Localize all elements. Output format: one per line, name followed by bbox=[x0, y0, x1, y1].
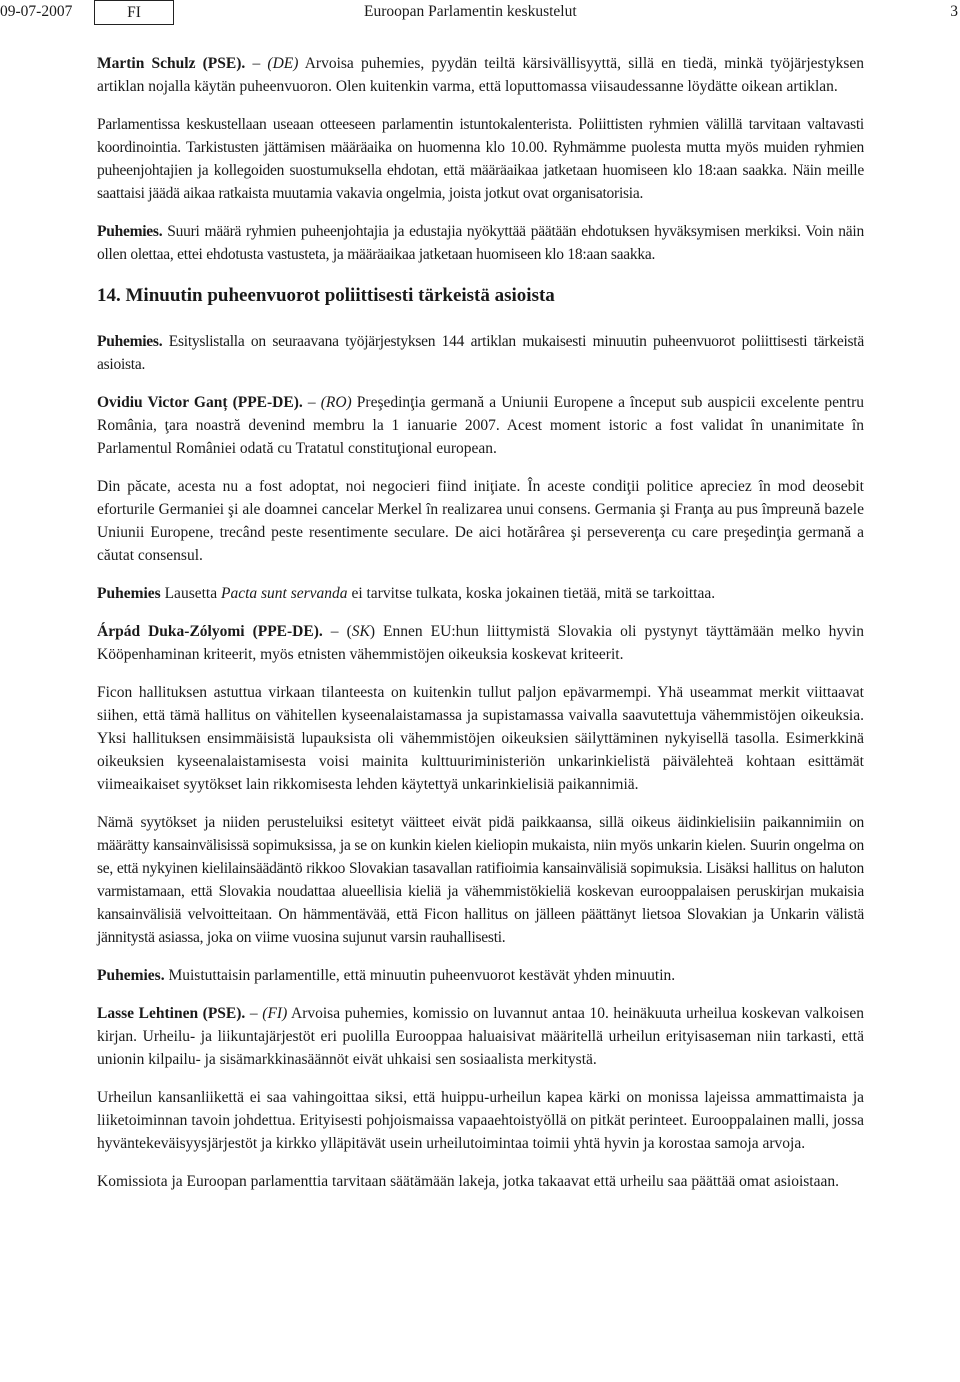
paragraph-text: Arvoisa puhemies, pyydän teiltä kärsivällisyyttä, sillä en tiedä, minkä työjärjestyksen artiklan nojalla käytän puheenvuoron. Olen kuitenkin varma, että loputtomassa viisaudessanne löydätte oikean artiklan. bbox=[97, 55, 864, 95]
paragraph-president-3 bbox=[97, 582, 864, 605]
paragraph-text: Esityslistalla on seuraavana työjärjestyksen 144 artiklan mukaisesti minuutin puheenvuorot poliittisesti tärkeistä asioista. bbox=[97, 333, 864, 373]
paragraph-duka-zolyomi bbox=[97, 620, 864, 666]
speaker-dash: – bbox=[245, 55, 268, 72]
paragraph-text: Lausetta bbox=[160, 585, 221, 602]
language-paren-open: ( bbox=[346, 623, 352, 640]
speaker-name: Puhemies bbox=[97, 585, 161, 602]
paragraph-text: Suuri määrä ryhmien puheenjohtajia ja edustajia nyökyttää päätään ehdotuksen hyväksymisen merkiksi. Voin näin ollen olettaa, ettei ehdotusta vastusteta, ja määräaikaa jatketaan huomiseen klo 18:aan saakka. bbox=[97, 223, 864, 263]
paragraph-text: Muistuttaisin parlamentille, että minuutin puheenvuorot kestävät yhden minuutin. bbox=[164, 967, 676, 984]
header-title: Euroopan Parlamentin keskustelut bbox=[364, 3, 577, 20]
paragraph-schulz-2 bbox=[97, 113, 864, 205]
paragraph-duka-zolyomi-2 bbox=[97, 681, 864, 796]
paragraph-gant bbox=[97, 391, 864, 460]
paragraph-duka-zolyomi-3 bbox=[97, 811, 864, 949]
paragraph-president-2 bbox=[97, 330, 864, 376]
paragraph-text: Nämä syytökset ja niiden perusteluiksi esitetyt väitteet eivät pidä paikkaansa, sillä oikeus äidinkielisiin paikannimiin on määrätty kansainvälisissä sopimuksissa, ja se on kunkin kielen kieliopin mukaista, niin myös unkarin kielen. Suurin ongelma on se, että nykyinen kielilainsäädäntö rikkoo Slovakian tasavallan ratifioimia kansainvälisiä sopimuksia. Lisäksi hallitus on haluton varmistamaan, että Slovakia noudattaa alueellisia kieliä ja vähemmistökieliä koskevan eurooppalaisen peruskirjan mukaisia kansainvälisiä velvoitteitaan. On hämmentävää, että Ficon hallitus on jälleen päättänyt lietsoa Slovakian ja Unkarin välistä jännitystä asiassa, joka on viime vuosina sujunut varsin rauhallisesti. bbox=[97, 814, 864, 946]
speaker-name: Ovidiu Victor Ganț (PPE-DE). bbox=[97, 394, 303, 411]
paragraph-president-4 bbox=[97, 964, 864, 987]
language-tag: (RO) bbox=[320, 394, 352, 411]
speaker-dash: – bbox=[302, 394, 321, 411]
paragraph-text: Parlamentissa keskustellaan useaan otteeseen parlamentin istuntokalenterista. Poliittisten ryhmien välillä tarvitaan valtavasti koordinointia. Tarkistusten jättämisen määräaika on huomenna klo 10.00. Ryhmämme puolesta mutta myös muiden ryhmien puheenjohtajien ja kollegoiden suostumuksella ehdotan, että määräaikaa jatketaan huomiseen klo 18:aan saakka. Näin meille saattaisi jäädä aikaa ratkaista muutamia vakavia ongelmia, joista jotkut ovat organisatorisia. bbox=[97, 116, 864, 202]
latin-phrase: Pacta sunt servanda bbox=[220, 585, 348, 602]
speaker-name: Árpád Duka-Zólyomi (PPE-DE). bbox=[97, 623, 323, 640]
document-body bbox=[97, 52, 864, 1208]
speaker-name: Puhemies. bbox=[97, 333, 163, 350]
speaker-name: Lasse Lehtinen (PSE). bbox=[97, 1005, 246, 1022]
paragraph-text: Arvoisa puhemies, komissio on luvannut antaa 10. heinäkuuta urheilua koskevan valkoisen kirjan. Urheilu- ja liikuntajärjestöt eri puolilla Eurooppaa haluaisivat määritellä urheilun erityisaseman niin tarkasti, että unionin kilpailu- ja sisämarkkinasäännöt eivät uhkaisi sen sosiaalista merkitystä. bbox=[97, 1005, 864, 1068]
paragraph-text: Urheilun kansanliikettä ei saa vahingoittaa siksi, että huippu-urheilun kapea kärki on monissa lajeissa ammattimaista ja liiketoiminnan tavoin johdettua. Erityisesti pohjoismaissa vapaaehtoistyöllä on pitkät perinteet. Eurooppalainen malli, jossa hyväntekeväisyysjärjestöt ja kirkko ylläpitävät usein urheilutoimintaa toimii yhtä hyvin ja korostaa samoja arvoja. bbox=[97, 1089, 864, 1152]
speaker-name: Martin Schulz (PSE). bbox=[97, 55, 246, 72]
paragraph-text: Ennen EU:hun liittymistä Slovakia oli pystynyt täyttämään melko hyvin Kööpenhaminan kriteerit, myös etnisten vähemmistöjen oikeuksia koskevat kriteerit. bbox=[97, 623, 864, 663]
speaker-name: Puhemies. bbox=[97, 967, 165, 984]
speaker-name: Puhemies. bbox=[97, 223, 163, 240]
paragraph-text: Ficon hallituksen astuttua virkaan tilanteesta on kuitenkin tullut paljon epävarmempi. Yhä useammat merkit viittaavat siihen, että tämä hallitus on vähitellen kyseenalaistamassa ja supistamassa vaivalla saavutettuja vähemmistöjen oikeuksia. Yksi hallituksen ensimmäisistä lupauksista oli vähemmistöjen oikeuksien säilyttäminen nykyisellä tasolla. Esimerkkinä oikeuksien kyseenalaistamisesta voisi mainita kulttuuriministeriön unkarinkielistä päivälehteä kohtaan esittämät viimeaikaiset syytökset lain rikkomisesta lehden käytettyä unkarinkielisiä paikannimiä. bbox=[97, 684, 864, 793]
page-number: 3 bbox=[950, 3, 958, 20]
page-header bbox=[0, 0, 960, 27]
paragraph-text: Din păcate, acesta nu a fost adoptat, noi negocieri fiind iniţiate. În aceste condiţii politice apreciez în mod deosebit eforturile Germaniei şi ale doamnei cancelar Merkel în realizarea unui consens. Germania şi Franţa au pus împreună bazele Uniunii Europene, trecând peste resentimente seculare. De aici hotărârea şi perseverenţa cu care preşedinţia germană a căutat consensul. bbox=[97, 478, 864, 564]
paragraph-president-1 bbox=[97, 220, 864, 266]
paragraph-schulz bbox=[97, 52, 864, 98]
paragraph-text: Preşedinţia germană a Uniunii Europene a început sub auspicii excelente pentru România, ţara noastră devenind membru la 1 ianuarie 2007. Acest moment istoric a fost validat în unanimitate în Parlamentul României odată cu Tratatul constituţional european. bbox=[97, 394, 865, 457]
language-paren-close: ) bbox=[369, 623, 375, 640]
paragraph-lehtinen-2 bbox=[97, 1086, 864, 1155]
header-date: 09-07-2007 bbox=[0, 3, 73, 20]
language-tag: (FI) bbox=[262, 1005, 288, 1022]
language-tag: (DE) bbox=[267, 55, 299, 72]
paragraph-text: ei tarvitse tulkata, koska jokainen tietää, mitä se tarkoittaa. bbox=[347, 585, 716, 602]
paragraph-text: Komissiota ja Euroopan parlamenttia tarvitaan säätämään lakeja, jotka takaavat että urheilu saa päättää omat asioistaan. bbox=[97, 1173, 839, 1190]
language-tag: SK bbox=[351, 623, 370, 640]
speaker-dash: – bbox=[322, 623, 347, 640]
speaker-dash: – bbox=[245, 1005, 263, 1022]
paragraph-gant-2 bbox=[97, 475, 864, 567]
paragraph-lehtinen-3 bbox=[97, 1170, 864, 1193]
language-box: FI bbox=[94, 0, 174, 25]
paragraph-lehtinen bbox=[97, 1002, 864, 1071]
section-heading: 14. Minuutin puheenvuorot poliittisesti tärkeistä asioista bbox=[97, 285, 555, 306]
